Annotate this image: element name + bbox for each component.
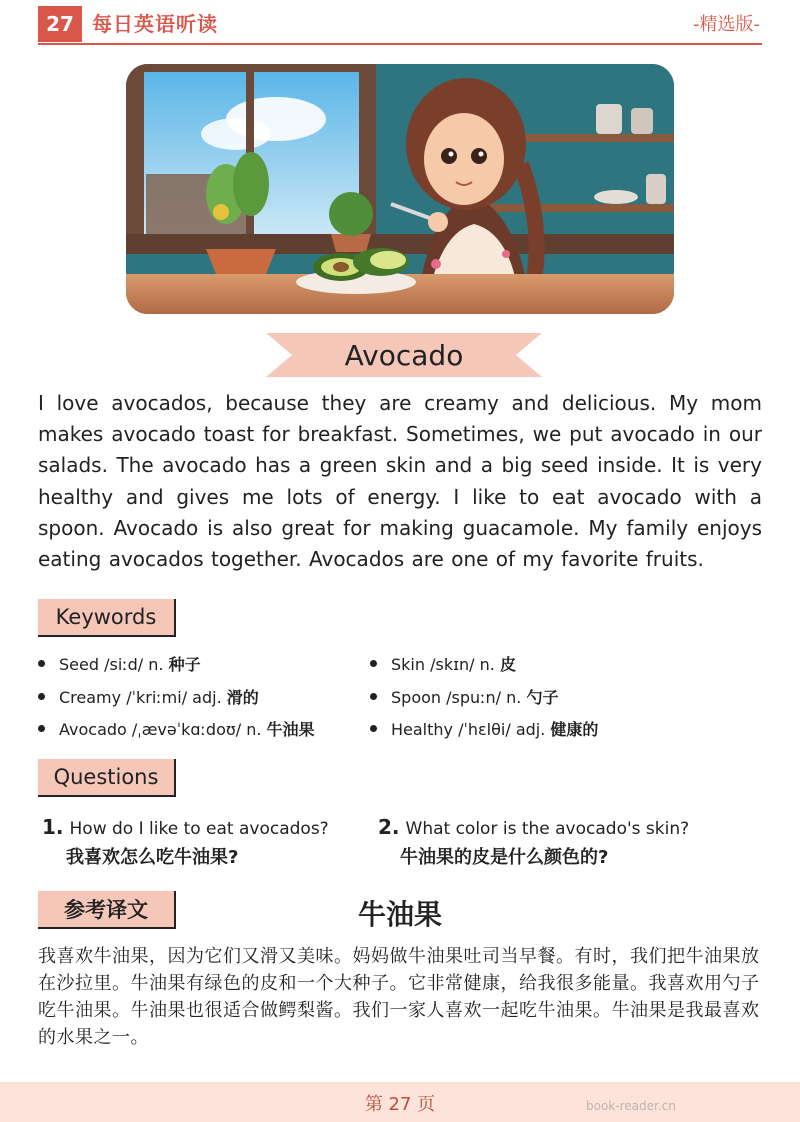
question-1: 1. How do I like to eat avocados? <box>42 815 329 839</box>
translation-body: 我喜欢牛油果，因为它们又滑又美味。妈妈做牛油果吐司当早餐。有时，我们把牛油果放在沙拉里。牛油果有绿色的皮和一个大种子。它非常健康，给我很多能量。我喜欢用勺子吃牛油果。牛油果也很适合做鳄梨酱。我们一家人喜欢一起吃牛油果。牛油果是我最喜欢的水果之一。 <box>38 946 760 1048</box>
bullet-icon <box>38 660 45 667</box>
series-title: 每日英语听读 <box>92 12 218 36</box>
keyword-item: Healthy /ˈhɛlθi/ adj. 健康的 <box>370 717 598 740</box>
question-number: 1. <box>42 815 64 839</box>
page-number: 第 27 页 <box>364 1094 436 1115</box>
bullet-icon <box>38 725 45 732</box>
translation-label: 参考译文 <box>38 891 176 929</box>
lesson-illustration <box>126 64 674 314</box>
keyword-item: Spoon /spuːn/ n. 勺子 <box>370 685 558 708</box>
question-1-translation: 我喜欢怎么吃牛油果? <box>66 847 239 868</box>
keywords-label: Keywords <box>38 599 176 637</box>
bullet-icon <box>370 693 377 700</box>
keyword-item: Skin /skɪn/ n. 皮 <box>370 652 516 675</box>
questions-label: Questions <box>38 759 176 797</box>
bullet-icon <box>370 660 377 667</box>
lesson-title: Avocado <box>344 338 464 372</box>
watermark: book-reader.cn <box>586 1099 676 1113</box>
bullet-icon <box>38 693 45 700</box>
header-divider <box>38 43 762 45</box>
keyword-item: Creamy /ˈkriːmi/ adj. 滑的 <box>38 685 259 708</box>
lesson-number-badge: 27 <box>38 6 82 42</box>
question-2-translation: 牛油果的皮是什么颜色的? <box>400 847 609 868</box>
keyword-item: Seed /siːd/ n. 种子 <box>38 652 201 675</box>
question-2: 2. What color is the avocado's skin? <box>378 815 690 839</box>
translation-title: 牛油果 <box>357 898 442 931</box>
bullet-icon <box>370 725 377 732</box>
edition-label: -精选版- <box>693 14 760 35</box>
question-number: 2. <box>378 815 400 839</box>
keyword-item: Avocado /ˌævəˈkɑːdoʊ/ n. 牛油果 <box>38 717 315 740</box>
reading-passage: I love avocados, because they are creamy and delicious. My mom makes avocado toast for breakfast. Sometimes, we put avocado in our salads. The avocado has a green skin and a big seed inside. It is very healthy and gives me lots of energy. I like to eat avocado with a spoon. Avocado is also great for making guacamole. My family enjoys eating avocados together. Avocados are one of my favorite fruits. <box>38 391 762 572</box>
